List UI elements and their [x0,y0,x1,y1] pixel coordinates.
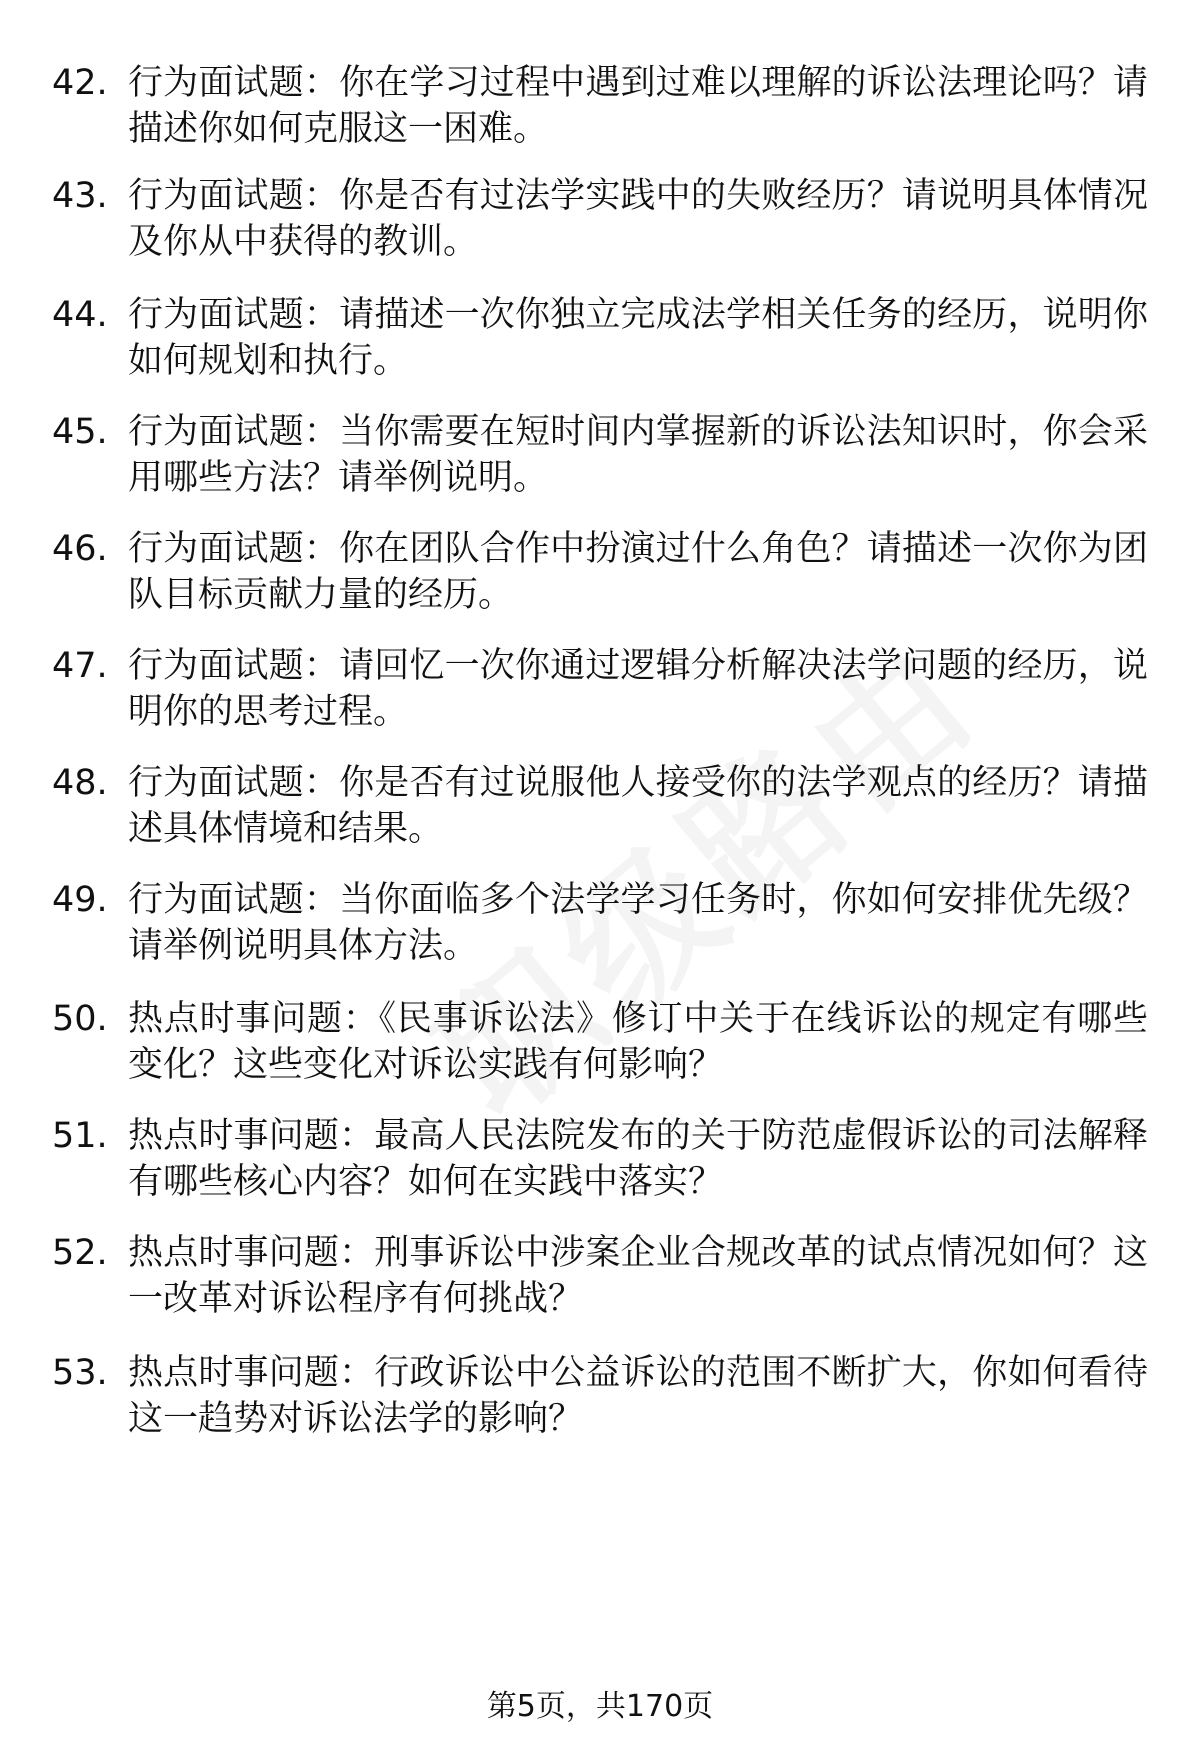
list-item [0,409,1200,509]
list-item [0,60,1200,160]
item-number: 43. [52,176,108,216]
item-number: 52. [52,1233,108,1273]
item-number: 45. [52,412,108,452]
list-item [0,526,1200,626]
item-number: 42. [52,63,108,103]
item-number: 50. [52,999,108,1039]
item-number: 48. [52,763,108,803]
page-footer: 第5页，共170页 [486,1689,714,1724]
list-item [0,877,1200,977]
item-number: 47. [52,646,108,686]
item-number: 46. [52,529,108,569]
item-number: 51. [52,1116,108,1156]
item-number: 44. [52,295,108,335]
list-item [0,643,1200,743]
item-text: 行为面试题：当你需要在短时间内掌握新的诉讼法知识时，你会采用哪些方法？请举例说明。 [128,412,1148,498]
list-item [0,1230,1200,1330]
item-text: 行为面试题：你在学习过程中遇到过难以理解的诉讼法理论吗？请描述你如何克服这一困难。 [128,63,1148,149]
item-number: 49. [52,880,108,920]
list-item [0,292,1200,392]
list-item [0,1350,1200,1450]
list-item [0,996,1200,1096]
item-text: 行为面试题：当你面临多个法学学习任务时，你如何安排优先级？请举例说明具体方法。 [128,880,1148,966]
item-text: 行为面试题：你是否有过说服他人接受你的法学观点的经历？请描述具体情境和结果。 [128,763,1148,849]
item-text: 热点时事问题：《民事诉讼法》修订中关于在线诉讼的规定有哪些变化？这些变化对诉讼实践有何影响？ [128,999,1148,1085]
list-item [0,760,1200,860]
item-text: 行为面试题：你是否有过法学实践中的失败经历？请说明具体情况及你从中获得的教训。 [128,176,1148,262]
item-text: 热点时事问题：行政诉讼中公益诉讼的范围不断扩大，你如何看待这一趋势对诉讼法学的影响？ [128,1353,1148,1439]
list-item [0,1113,1200,1213]
item-text: 行为面试题：请描述一次你独立完成法学相关任务的经历，说明你如何规划和执行。 [128,295,1148,381]
item-text: 热点时事问题：刑事诉讼中涉案企业合规改革的试点情况如何？这一改革对诉讼程序有何挑战？ [128,1233,1148,1319]
item-text: 行为面试题：你在团队合作中扮演过什么角色？请描述一次你为团队目标贡献力量的经历。 [128,529,1148,615]
item-text: 行为面试题：请回忆一次你通过逻辑分析解决法学问题的经历，说明你的思考过程。 [128,646,1148,732]
item-text: 热点时事问题：最高人民法院发布的关于防范虚假诉讼的司法解释有哪些核心内容？如何在实践中落实？ [128,1116,1148,1202]
item-number: 53. [52,1353,108,1393]
list-item [0,173,1200,273]
